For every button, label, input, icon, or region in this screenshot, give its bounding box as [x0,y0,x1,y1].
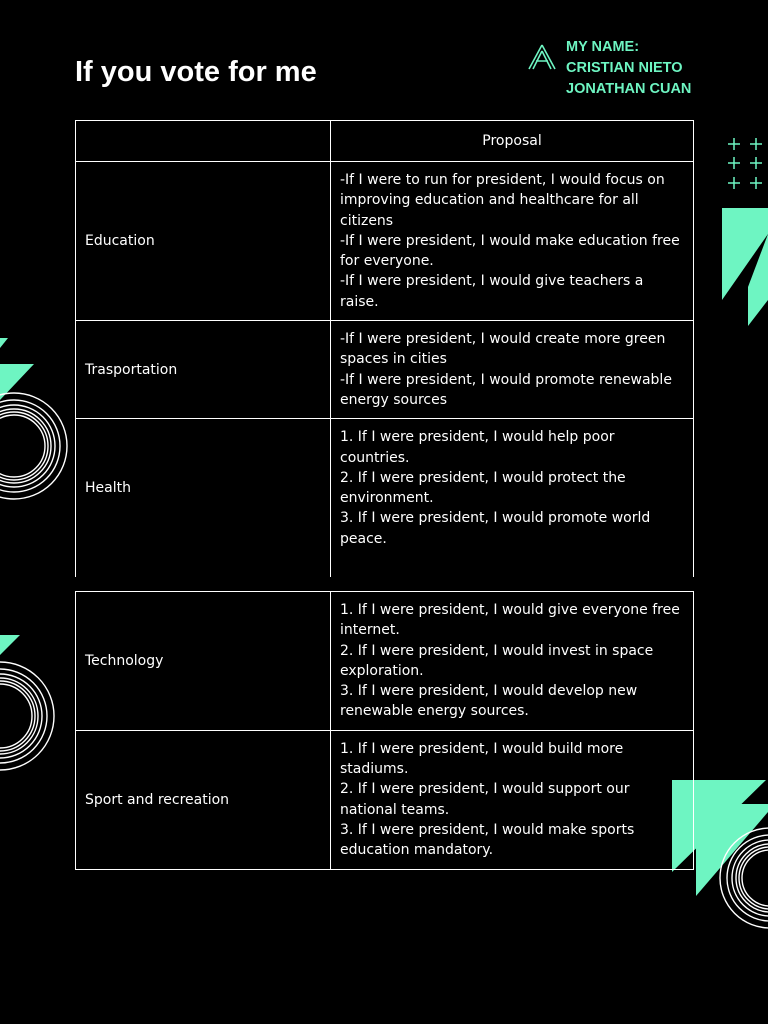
proposal-table-part-1 [75,120,694,577]
proposal-text: 2. If I were president, I would support our national teams. [340,781,630,818]
table-header-row [76,121,694,162]
table-row-technology [76,592,694,731]
header-topic-cell [76,121,331,162]
table-row-sport [76,730,694,869]
header-proposal-cell: Proposal [331,121,694,162]
triangle-decoration-right [722,208,768,326]
proposal-cell [331,321,694,419]
topic-cell: Technology [76,592,331,731]
proposal-text: 1. If I were president, I would help poor countries. [340,429,615,466]
proposal-text: 2. If I were president, I would invest in space exploration. [340,642,654,679]
proposal-text: -If I were president, I would make education free for everyone. [340,232,680,270]
proposal-text: 1. If I were president, I would give everyone free internet. [340,602,680,639]
page-title: If you vote for me [75,56,317,88]
proposal-text: 2. If I were president, I would protect the environment. [340,469,626,507]
proposal-text: 1. If I were president, I would build more stadiums. [340,740,624,778]
topic-cell: Trasportation [76,321,331,419]
topic-cell: Education [76,162,331,321]
circle-decoration-left-1 [0,338,70,503]
table-row-transportation [76,321,694,419]
table-row-education [76,162,694,321]
proposal-text: -If I were to run for president, I would focus on improving education and healthcare for all citizens [340,172,665,229]
topic-cell: Health [76,419,331,577]
proposal-cell [331,419,694,577]
proposal-cell [331,592,694,731]
logo-icon [528,44,556,70]
author-name-2: JONATHAN CUAN [566,81,692,97]
proposal-text: 3. If I were president, I would make sports education mandatory. [340,821,635,859]
proposal-cell [331,730,694,869]
circle-decoration-left-2 [0,633,60,773]
proposal-table-part-2 [75,591,694,870]
proposal-text: 3. If I were president, I would develop new renewable energy sources. [340,683,638,720]
proposal-text: 3. If I were president, I would promote world peace. [340,510,651,547]
topic-cell: Sport and recreation [76,730,331,869]
proposal-cell [331,162,694,321]
proposal-text: -If I were president, I would create more green spaces in cities [340,331,666,368]
proposal-text: -If I were president, I would promote renewable energy sources [340,371,672,408]
table-row-health [76,419,694,577]
proposal-text: -If I were president, I would give teachers a raise. [340,273,644,310]
author-name-1: CRISTIAN NIETO [566,60,683,76]
names-heading: MY NAME: [566,39,640,55]
author-names [566,37,691,100]
plus-pattern-decoration [725,135,765,191]
